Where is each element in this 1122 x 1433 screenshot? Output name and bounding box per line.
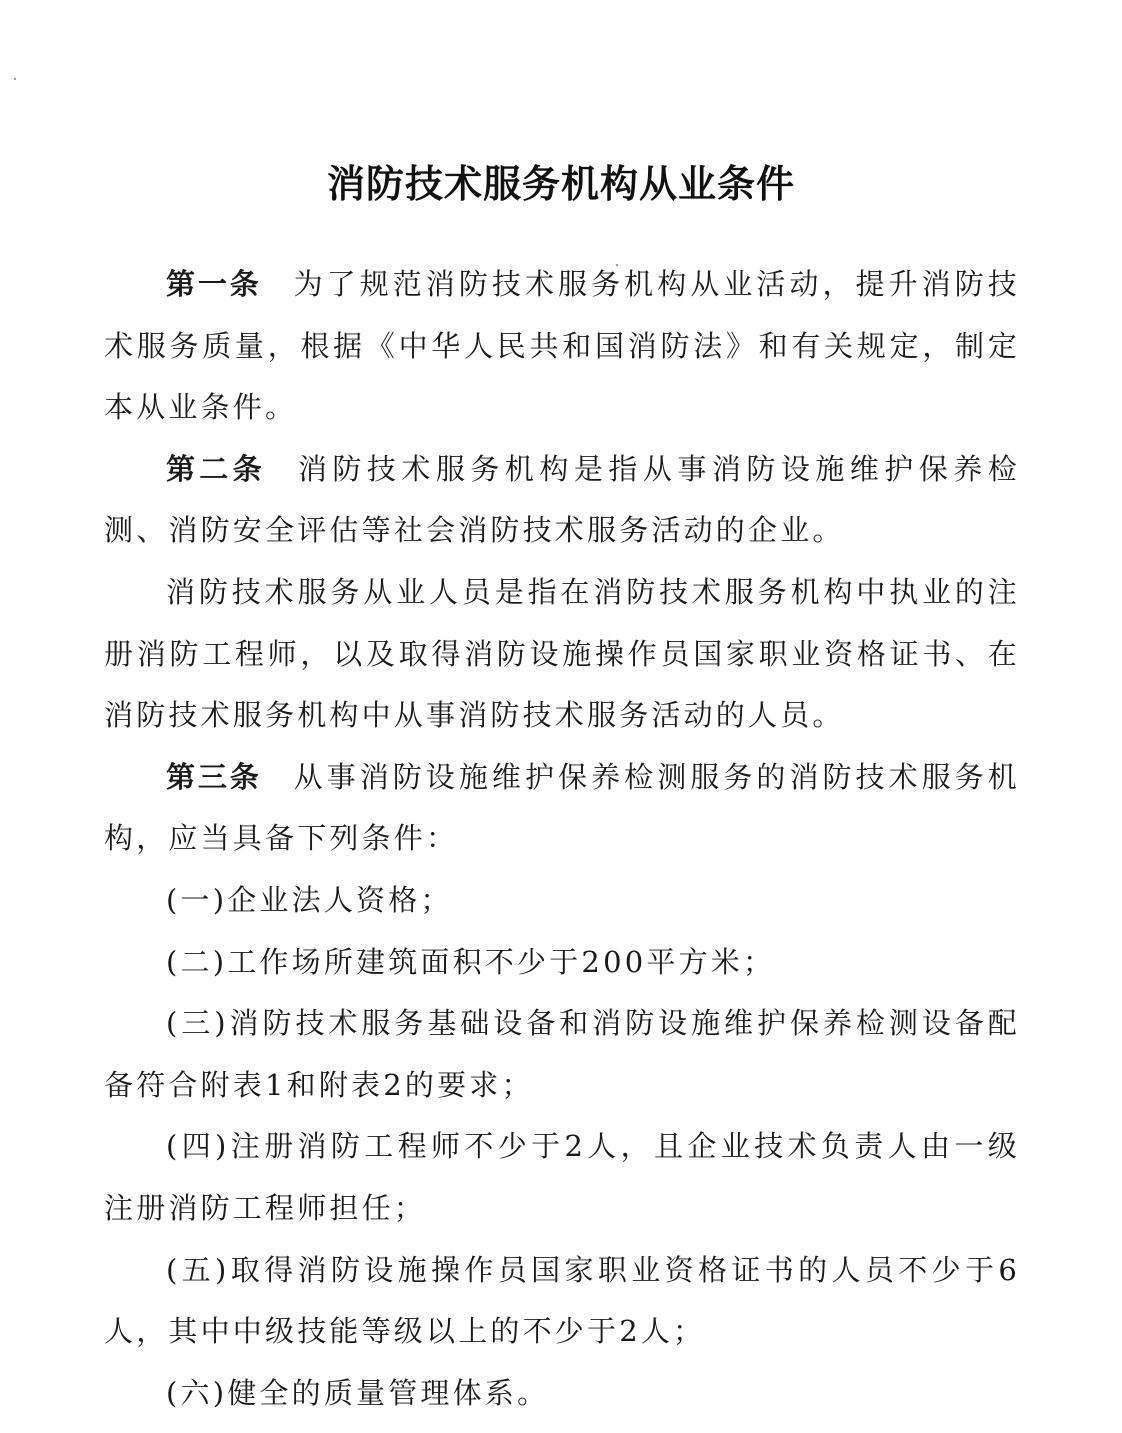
paragraph-text: 消防技术服务机构是指从事消防设施维护保养检测、消防安全评估等社会消防技术服务活动的企业。 [104, 451, 1020, 548]
paragraph-article-2 [104, 439, 1020, 562]
list-item-text: (五)取得消防设施操作员国家职业资格证书的人员不少于6人，其中中级技能等级以上的不少于2人； [104, 1252, 1020, 1349]
paragraph-text: 消防技术服务从业人员是指在消防技术服务机构中执业的注册消防工程师，以及取得消防设施操作员国家职业资格证书、在消防技术服务机构中从事消防技术服务活动的人员。 [104, 574, 1020, 733]
document-body [104, 254, 1020, 1424]
list-item-text: (二)工作场所建筑面积不少于200平方米； [166, 944, 776, 979]
paragraph-article-1 [104, 254, 1020, 439]
list-item-4 [104, 1116, 1020, 1239]
paragraph-text: 为了规范消防技术服务机构从业活动，提升消防技术服务质量，根据《中华人民共和国消防法》和有关规定，制定本从业条件。 [104, 267, 1020, 425]
list-item-3 [104, 993, 1020, 1116]
list-item-1 [104, 870, 1020, 932]
article-label: 第一条 [166, 267, 262, 301]
scan-speck [14, 78, 16, 80]
paragraph-article-3 [104, 747, 1020, 870]
article-label: 第三条 [166, 759, 262, 794]
paragraph-practitioners [104, 562, 1020, 747]
document-title: 消防技术服务机构从业条件 [326, 162, 795, 206]
article-label: 第二条 [166, 451, 266, 486]
list-item-6 [104, 1363, 1020, 1425]
list-item-text: (一)企业法人资格； [166, 882, 453, 917]
list-item-text: (四)注册消防工程师不少于2人，且企业技术负责人由一级注册消防工程师担任； [104, 1129, 1020, 1225]
list-item-text: (六)健全的质量管理体系。 [166, 1375, 550, 1410]
list-item-5 [104, 1240, 1020, 1363]
paragraph-text: 从事消防设施维护保养检测服务的消防技术服务机构，应当具备下列条件： [104, 759, 1020, 856]
list-item-text: (三)消防技术服务基础设备和消防设施维护保养检测设备配备符合附表1和附表2的要求； [104, 1006, 1020, 1102]
list-item-2 [104, 932, 1020, 994]
